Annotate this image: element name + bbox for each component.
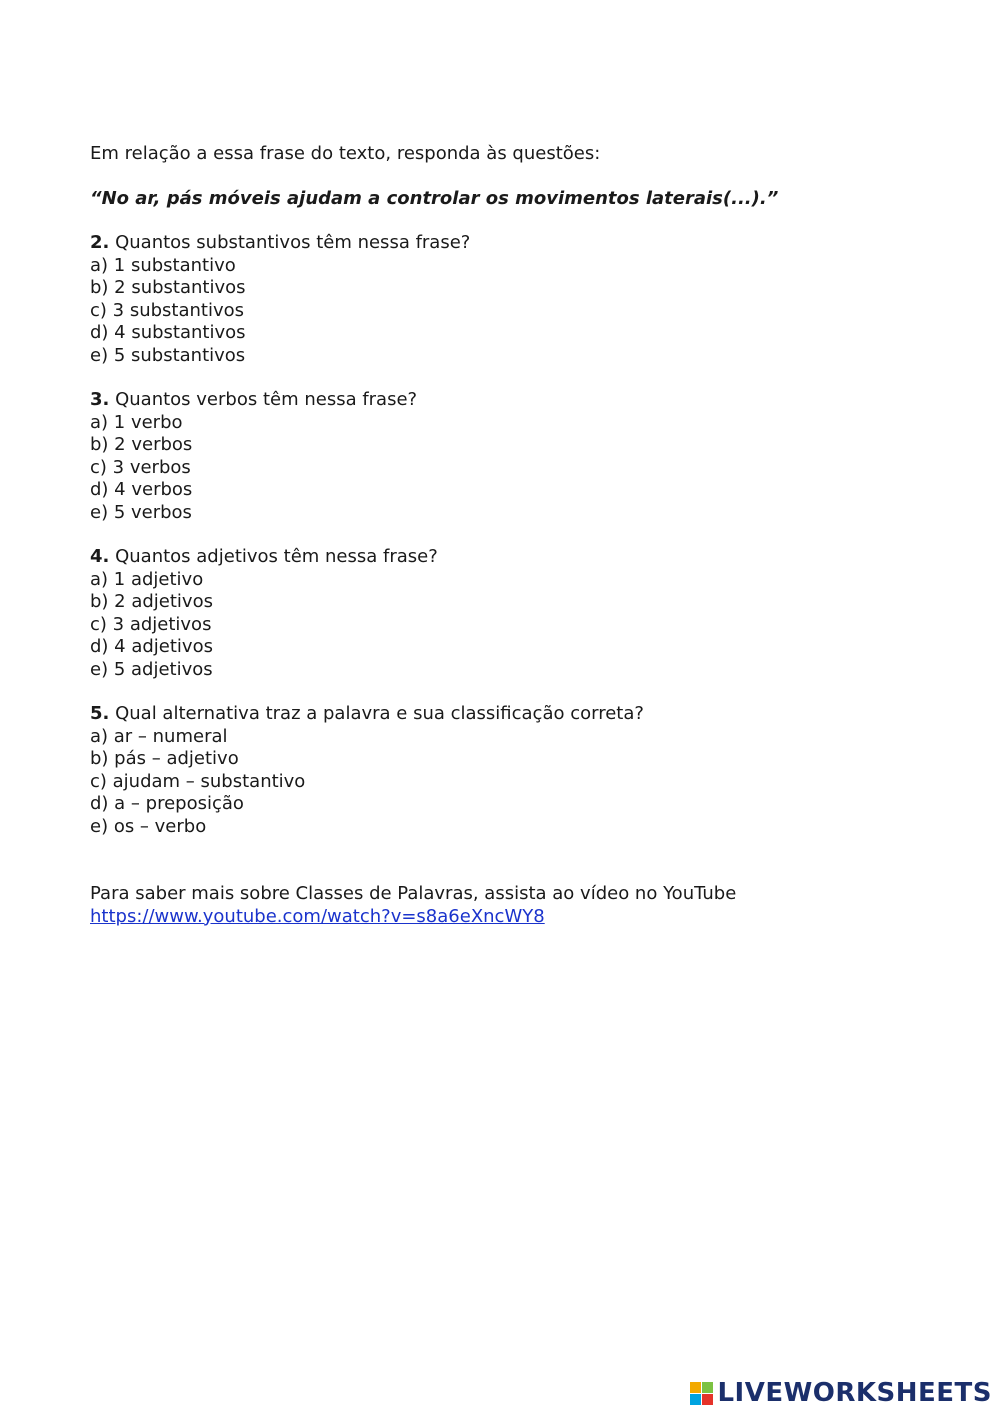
logo-square-3 bbox=[690, 1394, 701, 1405]
question-number: 5. bbox=[90, 703, 110, 724]
question-4 bbox=[90, 546, 950, 681]
question-text: Quantos verbos têm nessa frase? bbox=[109, 389, 418, 410]
question-2 bbox=[90, 232, 950, 367]
option-b[interactable]: b) pás – adjetivo bbox=[90, 748, 239, 769]
option-d[interactable]: d) 4 substantivos bbox=[90, 322, 246, 343]
question-text: Qual alternativa traz a palavra e sua classificação correta? bbox=[109, 703, 644, 724]
liveworksheets-logo bbox=[690, 1378, 992, 1408]
option-a[interactable]: a) 1 adjetivo bbox=[90, 568, 204, 590]
logo-square-4 bbox=[702, 1394, 713, 1405]
option-c[interactable]: c) 3 substantivos bbox=[90, 299, 245, 321]
liveworksheets-logo-icon bbox=[690, 1382, 713, 1405]
logo-square-2 bbox=[702, 1382, 713, 1393]
question-number: 4. bbox=[90, 546, 110, 567]
question-stem bbox=[90, 389, 950, 412]
option-d[interactable]: d) 4 adjetivos bbox=[90, 636, 213, 657]
option-d[interactable]: d) 4 verbos bbox=[90, 479, 193, 500]
option-a[interactable]: a) 1 substantivo bbox=[90, 254, 236, 276]
more-info-text: Para saber mais sobre Classes de Palavras, assista ao vídeo no YouTube bbox=[90, 883, 737, 904]
option-a[interactable]: a) ar – numeral bbox=[90, 725, 228, 747]
question-stem bbox=[90, 546, 950, 569]
question-stem bbox=[90, 232, 950, 255]
question-text: Quantos adjetivos têm nessa frase? bbox=[109, 546, 438, 567]
option-b[interactable]: b) 2 verbos bbox=[90, 434, 193, 455]
brand-name: LIVEWORKSHEETS bbox=[717, 1378, 992, 1408]
option-e[interactable]: e) 5 adjetivos bbox=[90, 658, 213, 680]
option-b[interactable]: b) 2 adjetivos bbox=[90, 591, 213, 612]
option-c[interactable]: c) 3 verbos bbox=[90, 456, 191, 478]
question-number: 2. bbox=[90, 232, 110, 253]
logo-square-1 bbox=[690, 1382, 701, 1393]
option-e[interactable]: e) os – verbo bbox=[90, 815, 207, 837]
option-e[interactable]: e) 5 substantivos bbox=[90, 344, 246, 366]
intro-text: Em relação a essa frase do texto, responda às questões: bbox=[90, 143, 601, 164]
question-3 bbox=[90, 389, 950, 524]
question-text: Quantos substantivos têm nessa frase? bbox=[109, 232, 471, 253]
option-e[interactable]: e) 5 verbos bbox=[90, 501, 192, 523]
option-c[interactable]: c) 3 adjetivos bbox=[90, 613, 212, 635]
question-stem bbox=[90, 703, 950, 726]
question-number: 3. bbox=[90, 389, 110, 410]
quoted-sentence: “No ar, pás móveis ajudam a controlar os movimentos laterais(...).” bbox=[90, 187, 779, 209]
worksheet-page bbox=[90, 143, 950, 928]
option-d[interactable]: d) a – preposição bbox=[90, 793, 244, 814]
option-c[interactable]: c) ajudam – substantivo bbox=[90, 770, 306, 792]
youtube-link[interactable]: https://www.youtube.com/watch?v=s8a6eXncWY8 bbox=[90, 905, 545, 927]
option-a[interactable]: a) 1 verbo bbox=[90, 411, 183, 433]
question-5 bbox=[90, 703, 950, 838]
option-b[interactable]: b) 2 substantivos bbox=[90, 277, 246, 298]
